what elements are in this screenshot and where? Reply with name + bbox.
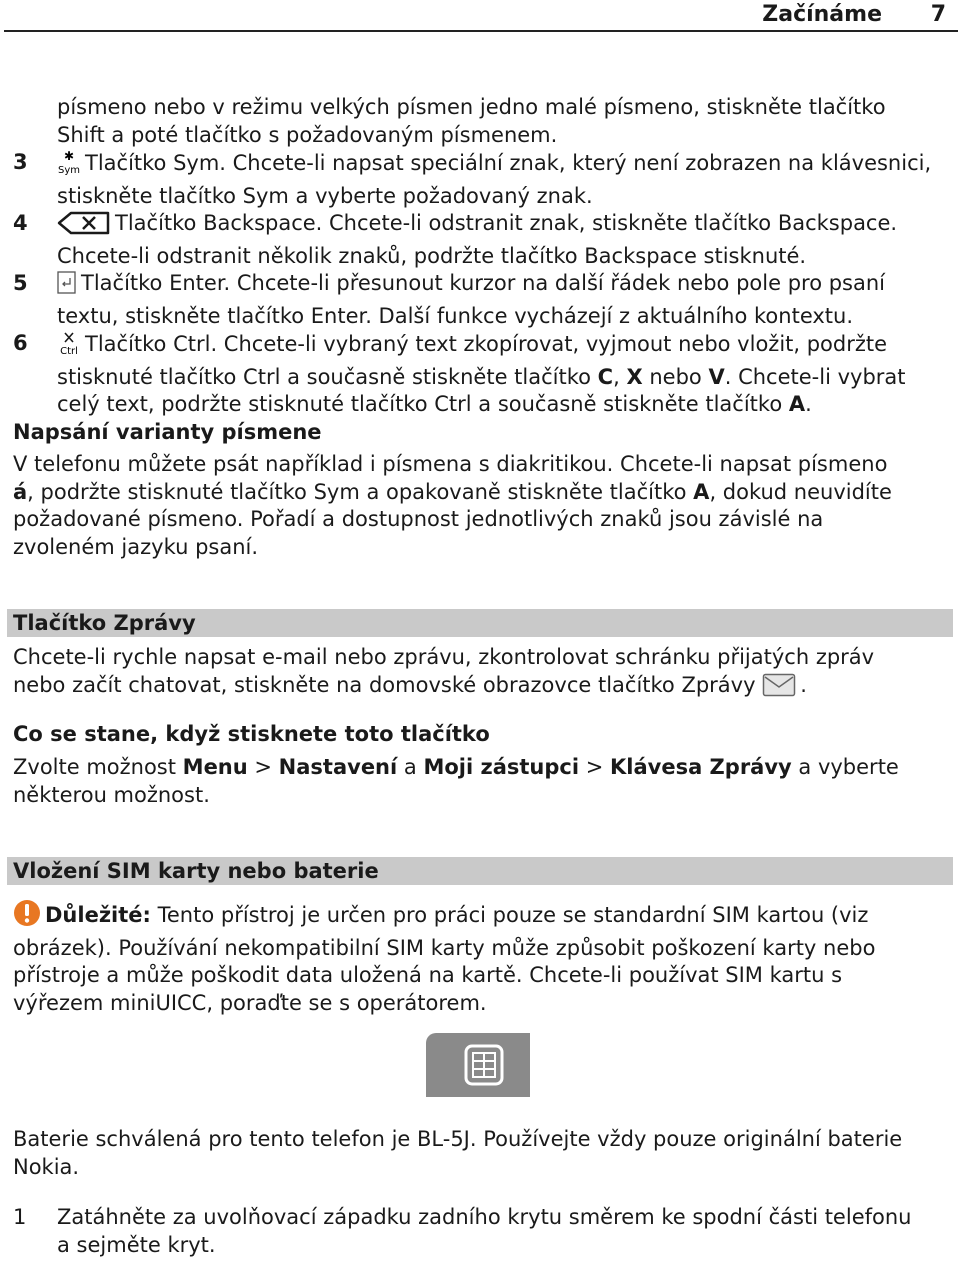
sim-card-illustration xyxy=(426,1033,530,1097)
steps-list xyxy=(13,1204,953,1259)
chapter-title: Začínáme xyxy=(762,2,882,27)
enter-key-icon xyxy=(57,271,77,303)
warning-icon xyxy=(13,899,41,935)
menu-path-shortcuts: Moji zástupci xyxy=(423,755,580,779)
item-number: 3 xyxy=(13,150,28,174)
step-number: 1 xyxy=(13,1205,27,1229)
key-list xyxy=(13,94,953,419)
section-header-messages: Tlačítko Zprávy xyxy=(7,609,953,637)
svg-text:Sym: Sym xyxy=(57,165,81,175)
svg-text:✱: ✱ xyxy=(63,149,75,163)
header-rule xyxy=(4,30,958,32)
menu-path-messages-key: Klávesa Zprávy xyxy=(610,755,792,779)
messages-instructions: Zvolte možnost Menu > Nastavení a Moji zástupci > Klávesa Zprávy a vyberte některou možnost. xyxy=(13,755,899,807)
page-header xyxy=(0,0,960,30)
page-number: 7 xyxy=(930,2,946,27)
battery-paragraph: Baterie schválená pro tento telefon je BL-5J. Používejte vždy pouze originální baterie Nokia. xyxy=(13,1127,903,1179)
variant-paragraph: V telefonu můžete psát například i písmena s diakritikou. Chcete-li napsat písmeno á, podržte stisknuté tlačítko Sym a opakovaně stiskněte tlačítko A, dokud neuvidíte požadované písmeno. Pořadí a dostupnost jednotlivých znaků jsou závislé na zvoleném jazyku psaní. xyxy=(13,452,892,559)
sym-key-icon xyxy=(57,149,81,183)
important-label: Důležité: xyxy=(45,903,151,927)
item-number: 5 xyxy=(13,271,28,295)
menu-path-settings: Nastavení xyxy=(278,755,398,779)
envelope-icon xyxy=(762,673,796,705)
messages-subheading: Co se stane, když stisknete toto tlačítko xyxy=(13,722,490,746)
list-item: 6 Ctrl Tlačítko Ctrl. Chcete-li vybraný text zkopírovat, vyjmout nebo vložit, podržte stisknuté tlačítko Ctrl a současně stiskněte tlačítko C, X nebo V. Chcete-li vybrat celý text, podržte stisknuté tlačítko Ctrl a současně stiskněte tlačítko A. xyxy=(13,331,906,416)
item-number: 6 xyxy=(13,331,28,355)
svg-text:Ctrl: Ctrl xyxy=(60,346,78,356)
important-note: Důležité: Tento přístroj je určen pro práci pouze se standardní SIM kartou (viz obrázek). Používání nekompatibilní SIM karty může způsobit poškození karty nebo přístroje a může poškodit data uložená na kartě. Chcete-li používat SIM kartu s výřezem miniUICC, poraďte se s operátorem. xyxy=(13,899,953,1017)
list-item: písmeno nebo v režimu velkých písmen jedno malé písmeno, stiskněte tlačítko Shift a poté tlačítko s požadovaným písmenem. xyxy=(57,95,886,147)
menu-path-menu: Menu xyxy=(182,755,248,779)
messages-paragraph: Chcete-li rychle napsat e-mail nebo zprávu, zkontrolovat schránku přijatých zpráv nebo začít chatovat, stiskněte na domovské obrazovce tlačítko Zprávy . xyxy=(13,644,953,704)
list-item: 3 ✱ Sym Tlačítko Sym. Chcete-li napsat speciální znak, který není zobrazen na klávesnici, stiskněte tlačítko Sym a vyberte požadovaný znak. xyxy=(13,149,932,208)
list-item: 1 Zatáhněte za uvolňovací západku zadního krytu směrem ke spodní části telefonu a sejměte kryt. xyxy=(13,1205,912,1257)
list-item: 5 Tlačítko Enter. Chcete-li přesunout kurzor na další řádek nebo pole pro psaní textu, stiskněte tlačítko Enter. Další funkce vycházejí z aktuálního kontextu. xyxy=(13,271,885,328)
list-item: 4 Tlačítko Backspace. Chcete-li odstranit znak, stiskněte tlačítko Backspace. Chcete-li odstranit několik znaků, podržte tlačítko Backspace stisknuté. xyxy=(13,211,898,268)
section-header-sim: Vložení SIM karty nebo baterie xyxy=(7,857,953,885)
variant-heading: Napsání varianty písmene xyxy=(13,420,322,444)
item-number: 4 xyxy=(13,211,28,235)
ctrl-key-icon xyxy=(57,330,81,364)
backspace-icon xyxy=(57,211,111,243)
